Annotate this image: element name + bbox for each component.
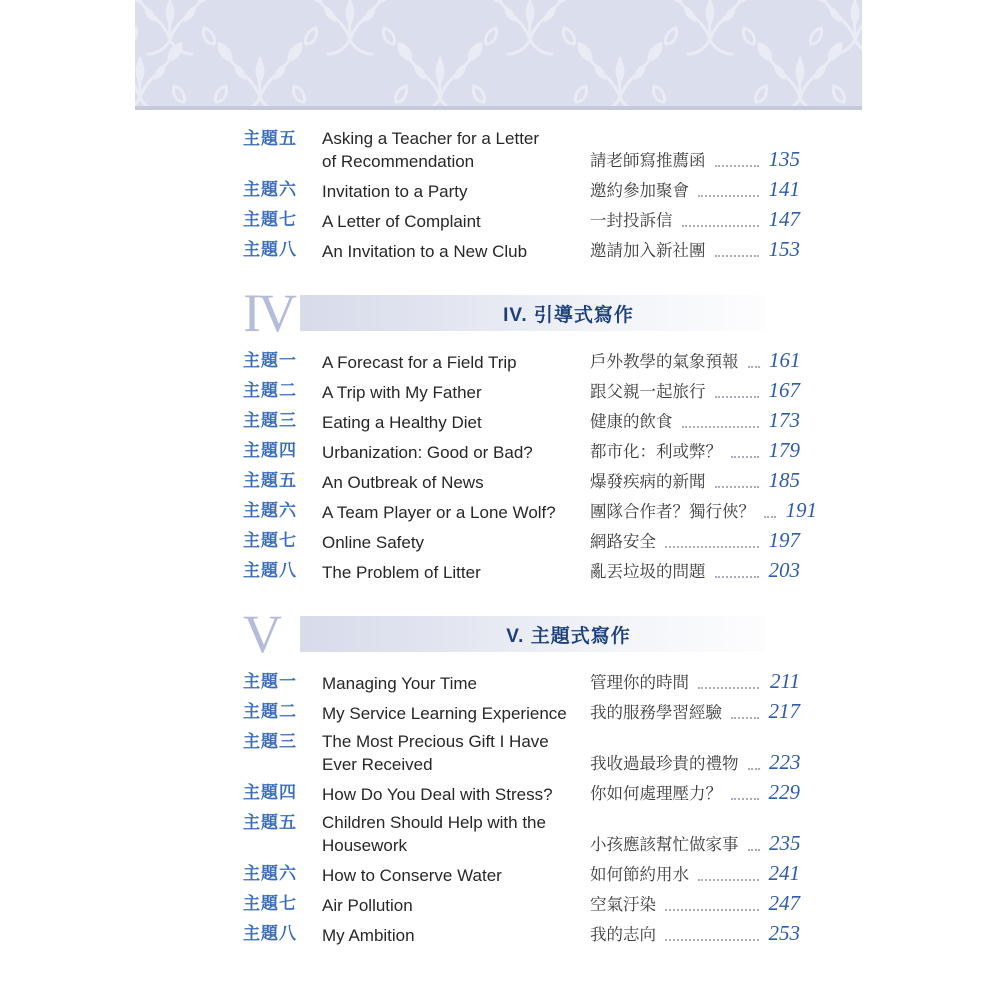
topic-title-en-line1: Online Safety	[322, 533, 425, 552]
toc-intro-block	[243, 127, 800, 263]
topic-title-en-line1: Children Should Help with the	[322, 813, 546, 832]
page-number: 197	[768, 528, 800, 552]
page-number: 229	[768, 780, 800, 804]
topic-label: 主題八	[243, 240, 297, 259]
toc-row	[243, 127, 800, 173]
topic-title-en-line1: A Team Player or a Lone Wolf?	[322, 503, 556, 522]
topic-entry-right	[590, 379, 800, 404]
topic-title-zh: 亂丟垃圾的問題	[590, 563, 706, 581]
topic-entry-right	[590, 559, 800, 584]
dot-leader	[698, 687, 759, 689]
topic-label: 主題七	[243, 894, 297, 913]
topic-title-zh: 管理你的時間	[590, 674, 689, 692]
topic-title-zh: 團隊合作者？獨行俠？	[590, 503, 755, 521]
section-title: V. 主題式寫作	[506, 625, 631, 647]
toc-content	[135, 110, 862, 947]
topic-label: 主題八	[243, 561, 297, 580]
page-number: 235	[769, 831, 801, 855]
topic-entry-right	[590, 208, 800, 233]
toc-row	[243, 469, 800, 494]
topic-title-zh: 一封投訴信	[590, 212, 673, 230]
toc-row	[243, 208, 800, 233]
toc-row	[243, 781, 800, 806]
page-number: 173	[768, 408, 800, 432]
topic-title-en	[322, 894, 590, 917]
topic-title-en	[322, 561, 590, 584]
page-number: 153	[768, 237, 800, 261]
dot-leader	[665, 909, 759, 911]
topic-title-en	[322, 127, 590, 173]
topic-label: 主題五	[243, 129, 297, 148]
page-number: 253	[768, 921, 800, 945]
topic-entry-right	[590, 751, 800, 776]
section-header	[243, 283, 765, 343]
toc-row	[243, 238, 800, 263]
dot-leader	[715, 486, 760, 488]
toc-row	[243, 700, 800, 725]
topic-entry-right	[590, 892, 800, 917]
topic-entry-right	[590, 439, 800, 464]
topic-title-zh: 健康的飲食	[590, 413, 673, 431]
topic-title-en	[322, 351, 590, 374]
topic-title-en-line1: Urbanization: Good or Bad?	[322, 443, 533, 462]
topic-title-en	[322, 811, 590, 857]
page-number: 179	[768, 438, 800, 462]
topic-title-en-line1: The Problem of Litter	[322, 563, 481, 582]
dot-leader	[748, 366, 760, 368]
topic-entry-right	[590, 832, 800, 857]
topic-entry-right	[590, 148, 800, 173]
topic-title-en	[322, 411, 590, 434]
page-number: 217	[768, 699, 800, 723]
topic-label: 主題六	[243, 501, 297, 520]
dot-leader	[748, 849, 760, 851]
topic-title-zh: 我收過最珍貴的禮物	[590, 755, 739, 773]
topic-title-zh: 邀請加入新社團	[590, 242, 706, 260]
toc-row	[243, 498, 817, 524]
page-number: 135	[768, 147, 800, 171]
topic-entry-right	[590, 238, 800, 263]
scanned-book-page	[135, 0, 862, 1000]
dot-leader	[698, 195, 759, 197]
topic-title-en	[322, 702, 590, 725]
topic-title-zh: 戶外教學的氣象預報	[590, 353, 739, 371]
section-title-bar	[300, 295, 765, 331]
topic-title-zh: 網路安全	[590, 533, 656, 551]
toc-row	[243, 439, 800, 464]
page-number: 141	[768, 177, 800, 201]
topic-title-en-line1: How Do You Deal with Stress?	[322, 785, 553, 804]
topic-title-en	[322, 381, 590, 404]
dot-leader	[731, 717, 759, 719]
topic-title-en	[322, 730, 590, 776]
topic-title-en-line2: of Recommendation	[322, 152, 475, 171]
toc-row	[243, 730, 800, 776]
section-iv-rows	[243, 348, 817, 584]
topic-title-en-line1: Invitation to a Party	[322, 182, 468, 201]
page-number: 147	[768, 207, 800, 231]
dot-leader	[748, 768, 760, 770]
topic-title-zh: 我的服務學習經驗	[590, 704, 722, 722]
topic-title-en	[322, 210, 590, 233]
topic-title-zh: 小孩應該幫忙做家事	[590, 836, 739, 854]
topic-entry-right	[590, 670, 800, 695]
dot-leader	[715, 396, 760, 398]
topic-title-en	[322, 672, 590, 695]
topic-title-en-line1: An Invitation to a New Club	[322, 242, 528, 261]
toc-row	[243, 529, 800, 554]
toc-row	[243, 409, 800, 434]
topic-label: 主題五	[243, 471, 297, 490]
toc-row	[243, 670, 800, 695]
topic-title-en	[322, 531, 590, 554]
topic-label: 主題二	[243, 381, 297, 400]
topic-entry-right	[590, 178, 800, 203]
dot-leader	[731, 798, 759, 800]
topic-label: 主題一	[243, 351, 297, 370]
topic-title-en	[322, 180, 590, 203]
topic-label: 主題三	[243, 411, 297, 430]
topic-title-en	[322, 240, 590, 263]
toc-row	[243, 349, 800, 374]
topic-title-zh: 你如何處理壓力？	[590, 785, 722, 803]
topic-title-en	[322, 441, 590, 464]
topic-title-en	[322, 471, 590, 494]
page-number: 185	[768, 468, 800, 492]
topic-entry-right	[590, 469, 800, 494]
topic-label: 主題五	[243, 813, 297, 832]
page-number: 191	[785, 498, 817, 522]
topic-title-zh: 都市化：利或弊？	[590, 443, 722, 461]
topic-title-zh: 邀約參加聚會	[590, 182, 689, 200]
topic-title-zh: 我的志向	[590, 926, 656, 944]
dot-leader	[715, 576, 760, 578]
section-title-bar	[300, 616, 765, 652]
topic-entry-right	[590, 409, 800, 434]
toc-row	[243, 811, 800, 857]
topic-title-zh: 請老師寫推薦函	[590, 152, 706, 170]
topic-title-zh: 如何節約用水	[590, 866, 689, 884]
toc-row	[243, 178, 800, 203]
page-number: 161	[769, 348, 801, 372]
section-iv	[243, 283, 817, 584]
dot-leader	[715, 165, 760, 167]
topic-title-en-line1: Eating a Healthy Diet	[322, 413, 482, 432]
topic-title-en-line1: My Ambition	[322, 926, 415, 945]
topic-entry-right	[590, 700, 800, 725]
section-v-rows	[243, 670, 800, 947]
topic-label: 主題三	[243, 732, 297, 751]
topic-title-en-line1: A Trip with My Father	[322, 383, 482, 402]
topic-title-en	[322, 864, 590, 887]
topic-title-en-line2: Ever Received	[322, 755, 433, 774]
dot-leader	[682, 426, 760, 428]
topic-title-en-line1: A Letter of Complaint	[322, 212, 481, 231]
dot-leader	[682, 225, 760, 227]
toc-row	[243, 922, 800, 947]
topic-title-en-line1: Asking a Teacher for a Letter	[322, 129, 540, 148]
topic-title-zh: 空氣汙染	[590, 896, 656, 914]
toc-row	[243, 379, 800, 404]
topic-label: 主題七	[243, 531, 297, 550]
topic-title-en-line1: The Most Precious Gift I Have	[322, 732, 549, 751]
topic-title-en	[322, 501, 590, 524]
topic-title-en-line1: How to Conserve Water	[322, 866, 502, 885]
dot-leader	[764, 516, 776, 518]
section-header	[243, 604, 765, 664]
topic-title-en	[322, 924, 590, 947]
topic-entry-right	[590, 529, 800, 554]
dot-leader	[665, 546, 759, 548]
page-number: 167	[768, 378, 800, 402]
dot-leader	[731, 456, 759, 458]
topic-entry-right	[590, 922, 800, 947]
page-number: 241	[768, 861, 800, 885]
dot-leader	[715, 255, 760, 257]
toc-intro-rows	[243, 127, 800, 263]
topic-label: 主題二	[243, 702, 297, 721]
page-number: 203	[768, 558, 800, 582]
decorative-band	[135, 0, 862, 110]
toc-row	[243, 892, 800, 917]
topic-label: 主題一	[243, 672, 297, 691]
topic-label: 主題六	[243, 864, 297, 883]
section-numeral: V	[243, 604, 279, 664]
topic-entry-right	[590, 862, 800, 887]
topic-entry-right	[590, 349, 800, 374]
topic-title-en-line1: Managing Your Time	[322, 674, 477, 693]
topic-title-en-line1: Air Pollution	[322, 896, 413, 915]
topic-title-en-line1: My Service Learning Experience	[322, 704, 567, 723]
topic-entry-right	[590, 781, 800, 806]
topic-title-zh: 跟父親一起旅行	[590, 383, 706, 401]
dot-leader	[665, 939, 759, 941]
topic-label: 主題六	[243, 180, 297, 199]
section-v	[243, 604, 801, 947]
page-number: 247	[768, 891, 800, 915]
topic-title-zh: 爆發疾病的新聞	[590, 473, 706, 491]
topic-label: 主題四	[243, 783, 297, 802]
topic-label: 主題八	[243, 924, 297, 943]
toc-row	[243, 862, 800, 887]
topic-entry-right	[590, 498, 817, 524]
topic-title-en-line1: A Forecast for a Field Trip	[322, 353, 517, 372]
section-numeral: IV	[243, 283, 294, 343]
topic-label: 主題四	[243, 441, 297, 460]
dot-leader	[698, 879, 759, 881]
topic-title-en	[322, 783, 590, 806]
section-title: IV. 引導式寫作	[503, 304, 634, 326]
damask-pattern	[135, 0, 862, 106]
page-number: 211	[770, 669, 800, 693]
topic-label: 主題七	[243, 210, 297, 229]
page-number: 223	[769, 750, 801, 774]
topic-title-en-line2: Housework	[322, 836, 408, 855]
toc-row	[243, 559, 800, 584]
topic-title-en-line1: An Outbreak of News	[322, 473, 484, 492]
